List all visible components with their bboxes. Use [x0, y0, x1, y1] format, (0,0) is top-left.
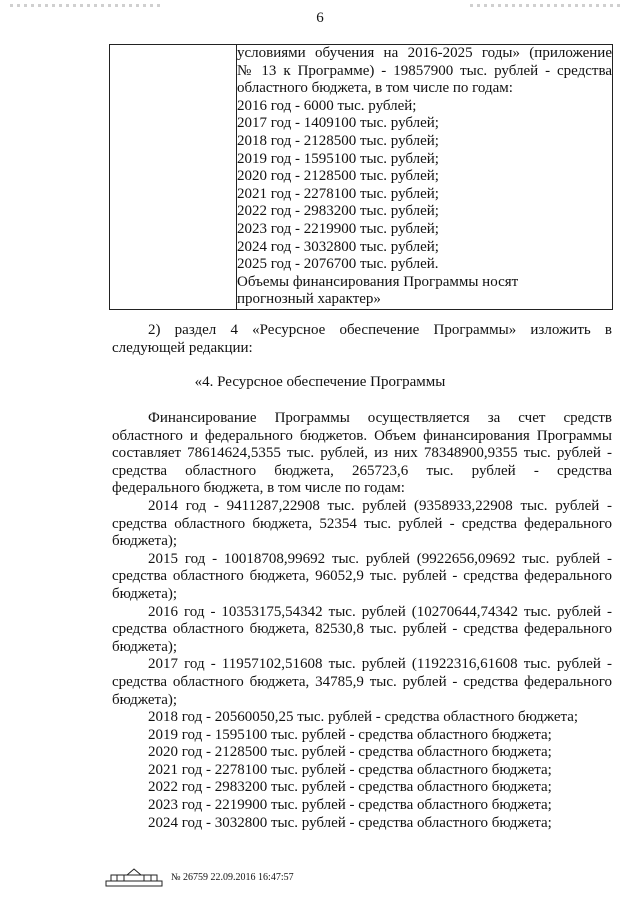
year-2014-paragraph	[112, 498, 612, 551]
document-stamp: № 26759 22.09.2016 16:47:57	[171, 871, 294, 883]
table-right-cell	[237, 45, 613, 310]
year-line: 2022 год - 2983200 тыс. рублей - средства областного бюджета;	[148, 779, 552, 796]
table-line: 2019 год - 1595100 тыс. рублей;	[237, 150, 439, 167]
paragraph-line: средства областного бюджета, 52354 тыс. рублей - средства федерального	[112, 515, 612, 532]
paragraph-line: бюджета);	[112, 533, 178, 550]
paragraph-line: федерального бюджета, в том числе по годам:	[112, 480, 405, 497]
paragraph-line: областного и федерального бюджетов. Объем финансирования Программы	[112, 427, 612, 444]
year-list	[112, 709, 612, 832]
page-number: 6	[316, 10, 324, 26]
amendment-item	[112, 322, 612, 357]
paragraph-line: составляет 78614624,5355 тыс. рублей, из них 78348900,9355 тыс. рублей -	[112, 445, 612, 462]
document-footer	[105, 866, 294, 888]
table-line: областного бюджета, в том числе по годам:	[237, 80, 513, 97]
paragraph-line: бюджета);	[112, 691, 178, 708]
table-line: 2020 год - 2128500 тыс. рублей;	[237, 168, 439, 185]
scan-artifact	[10, 4, 160, 7]
amendment-line: 2) раздел 4 «Ресурсное обеспечение Программы» изложить в	[148, 322, 612, 338]
paragraph-line: средства областного бюджета, 34785,9 тыс. рублей - средства федерального	[112, 673, 612, 690]
year-line: 2021 год - 2278100 тыс. рублей - средства областного бюджета;	[148, 761, 552, 778]
building-logo-icon	[105, 867, 163, 887]
year-line: 2024 год - 3032800 тыс. рублей - средства областного бюджета;	[148, 814, 552, 831]
year-line: 2018 год - 20560050,25 тыс. рублей - средства областного бюджета;	[148, 709, 579, 726]
paragraph-line: средства областного бюджета, 82530,8 тыс. рублей - средства федерального	[112, 621, 612, 638]
paragraph-line: 2015 год - 10018708,99692 тыс. рублей (9922656,09692 тыс. рублей -	[148, 550, 612, 567]
year-line: 2020 год - 2128500 тыс. рублей - средства областного бюджета;	[148, 744, 552, 761]
paragraph-line: бюджета);	[112, 585, 178, 602]
paragraph-line: средства областного бюджета, 265723,6 тыс. рублей - средства	[112, 462, 612, 479]
year-line: 2019 год - 1595100 тыс. рублей - средства областного бюджета;	[148, 726, 552, 743]
table-line: 2017 год - 1409100 тыс. рублей;	[237, 115, 439, 132]
amendment-line: следующей редакции:	[112, 339, 253, 356]
table-line: 2022 год - 2983200 тыс. рублей;	[237, 203, 439, 220]
paragraph-line: 2014 год - 9411287,22908 тыс. рублей (9358933,22908 тыс. рублей -	[148, 497, 612, 514]
section-title: «4. Ресурсное обеспечение Программы	[194, 374, 446, 390]
table-line: 2016 год - 6000 тыс. рублей;	[237, 97, 417, 114]
scan-artifact	[470, 4, 620, 7]
table-line: 2025 год - 2076700 тыс. рублей.	[237, 256, 439, 273]
financing-table	[109, 44, 613, 310]
table-line: 2018 год - 2128500 тыс. рублей;	[237, 132, 439, 149]
paragraph-line: Финансирование Программы осуществляется за счет средств	[148, 410, 612, 426]
paragraph-line: 2017 год - 11957102,51608 тыс. рублей (11922316,61608 тыс. рублей -	[148, 656, 612, 673]
year-2017-paragraph	[112, 656, 612, 709]
paragraph-line: средства областного бюджета, 96052,9 тыс. рублей - средства федерального	[112, 568, 612, 585]
table-line: прогнозный характер»	[237, 291, 381, 308]
table-line: условиями обучения на 2016-2025 годы» (приложение	[237, 45, 612, 61]
table-line: 2021 год - 2278100 тыс. рублей;	[237, 185, 439, 202]
paragraph	[112, 410, 612, 498]
table-line: Объемы финансирования Программы носят	[237, 273, 519, 290]
table-row	[110, 45, 613, 310]
section-body	[112, 410, 612, 832]
table-line: 2024 год - 3032800 тыс. рублей;	[237, 238, 439, 255]
paragraph-line: 2016 год - 10353175,54342 тыс. рублей (10270644,74342 тыс. рублей -	[148, 603, 612, 620]
year-2016-paragraph	[112, 604, 612, 657]
table-line: № 13 к Программе) - 19857900 тыс. рублей - средства	[237, 62, 612, 79]
year-line: 2023 год - 2219900 тыс. рублей - средства областного бюджета;	[148, 797, 552, 814]
table-left-cell	[110, 45, 237, 310]
paragraph-line: бюджета);	[112, 638, 178, 655]
year-2015-paragraph	[112, 551, 612, 604]
table-line: 2023 год - 2219900 тыс. рублей;	[237, 220, 439, 237]
